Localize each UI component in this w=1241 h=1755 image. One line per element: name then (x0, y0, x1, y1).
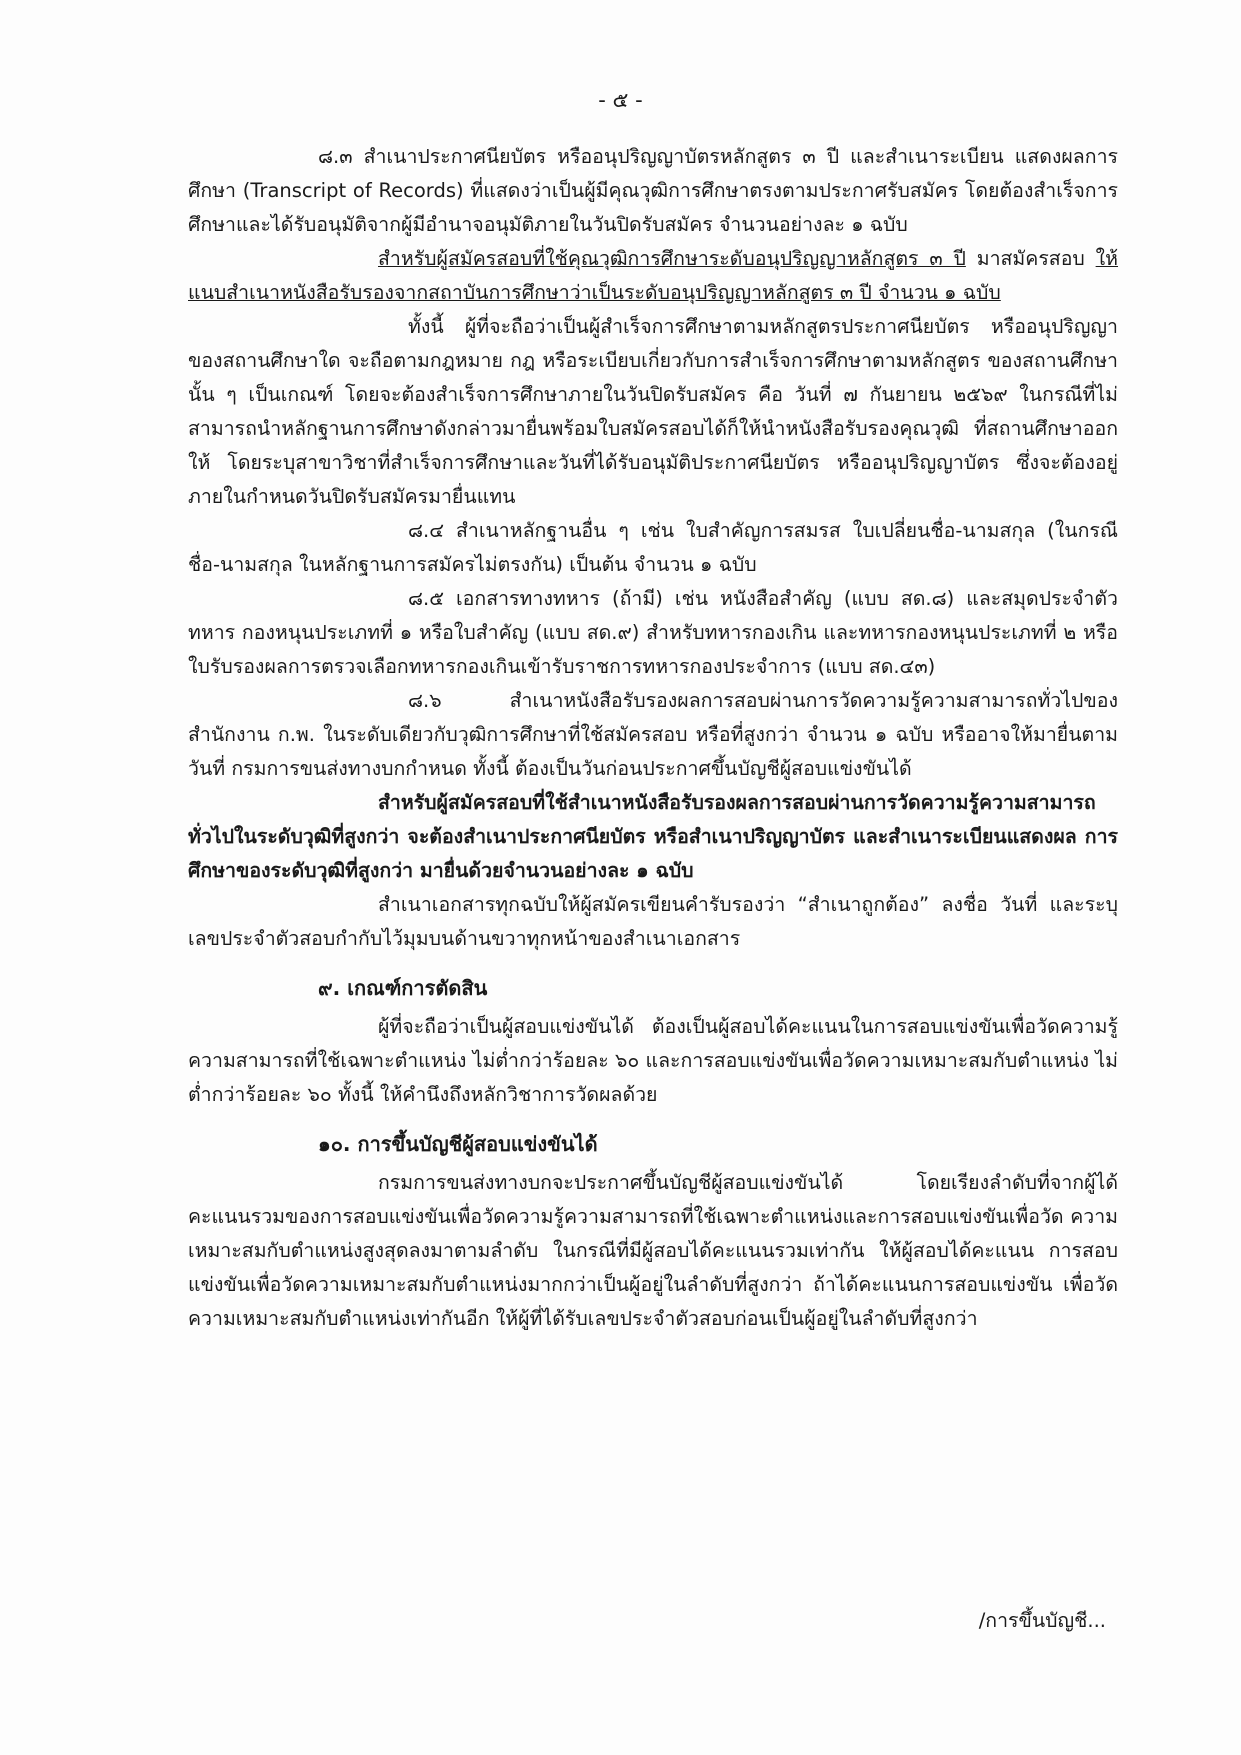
copy-certification-note: สำเนาเอกสารทุกฉบับให้ผู้สมัครเขียนคำรับรองว่า “สำเนาถูกต้อง” ลงชื่อ วันที่ และระบุ เลขประจำตัวสอบกำกับไว้มุมบนด้านขวาทุกหน้าของสำเนาเอกสาร (188, 893, 1118, 950)
section-10-body: กรมการขนส่งทางบกจะประกาศขึ้นบัญชีผู้สอบแข่งขันได้ โดยเรียงลำดับที่จากผู้ได้ คะแนนรวมของการสอบแข่งขันเพื่อวัดความรู้ความสามารถที่ใช้เฉพาะตำแหน่งและการสอบแข่งขันเพื่อวัด ความเหมาะสมกับตำแหน่งสูงสุดลงมาตามลำดับ ในกรณีที่มีผู้สอบได้คะแนนรวมเท่ากัน ให้ผู้สอบได้คะแนน การสอบแข่งขันเพื่อวัดความเหมาะสมกับตำแหน่งมากกว่าเป็นผู้อยู่ในลำดับที่สูงกว่า ถ้าได้คะแนนการสอบแข่งขัน เพื่อวัดความเหมาะสมกับตำแหน่งเท่ากันอีก ให้ผู้ที่ได้รับเลขประจำตัวสอบก่อนเป็นผู้อยู่ในลำดับที่สูงกว่า (188, 1171, 1118, 1330)
item-8-6-bold-note: สำหรับผู้สมัครสอบที่ใช้สำเนาหนังสือรับรองผลการสอบผ่านการวัดความรู้ความสามารถ ทั่วไปในระดับวุฒิที่สูงกว่า จะต้องสำเนาประกาศนียบัตร หรือสำเนาปริญญาบัตร และสำเนาระเบียนแสดงผล การศึกษาของระดับวุฒิที่สูงกว่า มายื่นด้วยจำนวนอย่างละ ๑ ฉบับ (188, 791, 1118, 882)
section-9-heading: ๙. เกณฑ์การตัดสิน (318, 976, 488, 1000)
item-8-3: ๘.๓ สำเนาประกาศนียบัตร หรืออนุปริญญาบัตรหลักสูตร ๓ ปี และสำเนาระเบียน แสดงผลการศึกษา (Transcript of Records) ที่แสดงว่าเป็นผู้มีคุณวุฒิการศึกษาตรงตามประกาศรับสมัคร โดยต้องสำเร็จการศึกษาและได้รับอนุมัติจากผู้มีอำนาจอนุมัติภายในวันปิดรับสมัคร จำนวนอย่างละ ๑ ฉบับ (188, 145, 1118, 236)
document-body (188, 140, 1118, 1336)
item-8-3-note: ทั้งนี้ ผู้ที่จะถือว่าเป็นผู้สำเร็จการศึกษาตามหลักสูตรประกาศนียบัตร หรืออนุปริญญา ของสถานศึกษาใด จะถือตามกฎหมาย กฎ หรือระเบียบเกี่ยวกับการสำเร็จการศึกษาตามหลักสูตร ของสถานศึกษานั้น ๆ เป็นเกณฑ์ โดยจะต้องสำเร็จการศึกษาภายในวันปิดรับสมัคร คือ วันที่ ๗ กันยายน ๒๕๖๙ ในกรณีที่ไม่สามารถนำหลักฐานการศึกษาดังกล่าวมายื่นพร้อมใบสมัครสอบได้ก็ให้นำหนังสือรับรองคุณวุฒิ ที่สถานศึกษาออกให้ โดยระบุสาขาวิชาที่สำเร็จการศึกษาและวันที่ได้รับอนุมัติประกาศนียบัตร หรืออนุปริญญาบัตร ซึ่งจะต้องอยู่ภายในกำหนดวันปิดรับสมัครมายื่นแทน (188, 315, 1118, 508)
section-10-heading: ๑๐. การขึ้นบัญชีผู้สอบแข่งขันได้ (318, 1132, 598, 1156)
item-8-3-requirement-a: สำหรับผู้สมัครสอบที่ใช้คุณวุฒิการศึกษาระดับอนุปริญญาหลักสูตร ๓ ปี (378, 247, 966, 270)
item-8-3-requirement-b: มาสมัครสอบ (965, 247, 1096, 270)
item-8-6: ๘.๖ สำเนาหนังสือรับรองผลการสอบผ่านการวัดความรู้ความสามารถทั่วไปของสำนักงาน ก.พ. ในระดับเดียวกับวุฒิการศึกษาที่ใช้สมัครสอบ หรือที่สูงกว่า จำนวน ๑ ฉบับ หรืออาจให้มายื่นตามวันที่ กรมการขนส่งทางบกกำหนด ทั้งนี้ ต้องเป็นวันก่อนประกาศขึ้นบัญชีผู้สอบแข่งขันได้ (188, 689, 1118, 780)
section-9-body: ผู้ที่จะถือว่าเป็นผู้สอบแข่งขันได้ ต้องเป็นผู้สอบได้คะแนนในการสอบแข่งขันเพื่อวัดความรู้ ความสามารถที่ใช้เฉพาะตำแหน่ง ไม่ต่ำกว่าร้อยละ ๖๐ และการสอบแข่งขันเพื่อวัดความเหมาะสมกับตำแหน่ง ไม่ต่ำกว่าร้อยละ ๖๐ ทั้งนี้ ให้คำนึงถึงหลักวิชาการวัดผลด้วย (188, 1015, 1118, 1106)
item-8-4: ๘.๔ สำเนาหลักฐานอื่น ๆ เช่น ใบสำคัญการสมรส ใบเปลี่ยนชื่อ-นามสกุล (ในกรณี ชื่อ-นามสกุล ในหลักฐานการสมัครไม่ตรงกัน) เป็นต้น จำนวน ๑ ฉบับ (188, 519, 1118, 576)
item-8-3-requirement (188, 242, 1118, 310)
item-8-5: ๘.๕ เอกสารทางทหาร (ถ้ามี) เช่น หนังสือสำคัญ (แบบ สด.๘) และสมุดประจำตัวทหาร กองหนุนประเภทที่ ๑ หรือใบสำคัญ (แบบ สด.๙) สำหรับทหารกองเกิน และทหารกองหนุนประเภทที่ ๒ หรือใบรับรองผลการตรวจเลือกทหารกองเกินเข้ารับราชการทหารกองประจำการ (แบบ สด.๔๓) (188, 587, 1118, 678)
continuation-marker: /การขึ้นบัญชี... (978, 1609, 1106, 1632)
item-8-3-requirement-c: ให้แนบสำเนาหนังสือรับรองจากสถาบันการศึกษาว่าเป็นระดับอนุปริญญาหลักสูตร ๓ ปี จำนวน ๑ ฉบับ (188, 247, 1119, 304)
page-number: - ๕ - (598, 88, 643, 112)
